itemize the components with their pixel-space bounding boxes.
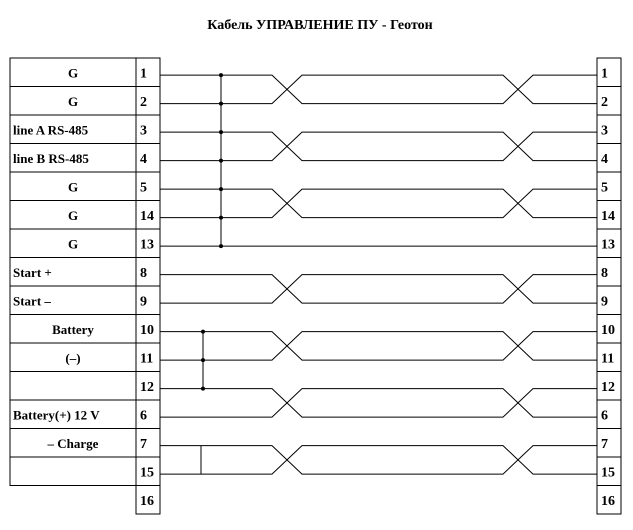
left-pin-number: 9 (140, 294, 147, 310)
left-pin-number: 2 (140, 94, 147, 110)
pin-label: Battery(+) 12 V (13, 407, 100, 423)
junction-dot (201, 358, 205, 362)
label-cell (10, 372, 136, 401)
wires (160, 73, 597, 474)
wire-pin-10 (160, 332, 597, 361)
pin-label: (–) (65, 350, 81, 366)
junction-dot (219, 187, 223, 191)
pin-label: – Charge (47, 435, 99, 451)
right-pin-number: 13 (601, 237, 615, 253)
right-pin-number: 10 (601, 322, 615, 338)
wire-pin-6 (160, 389, 597, 418)
right-pin-number: 9 (601, 294, 608, 310)
left-pin-number: 16 (140, 493, 154, 509)
right-pin-number: 6 (601, 408, 608, 424)
left-pin-number: 10 (140, 322, 154, 338)
diagram-title: Кабель УПРАВЛЕНИЕ ПУ - Геотон (207, 18, 433, 33)
left-pin-number: 5 (140, 180, 147, 196)
pin-label: line A RS-485 (13, 122, 89, 138)
junction-dot (219, 102, 223, 106)
pin-label: G (67, 65, 79, 81)
wire-pin-12 (160, 389, 597, 418)
right-pin-number: 8 (601, 265, 608, 281)
label-cell (10, 457, 136, 486)
right-pin-number: 15 (601, 465, 615, 481)
left-pin-number: 13 (140, 237, 154, 253)
pin-label: G (67, 93, 79, 109)
right-pin-number: 7 (601, 436, 608, 452)
wire-pin-15 (160, 446, 597, 475)
junction-dot (201, 387, 205, 391)
left-pin-number: 1 (140, 66, 147, 82)
right-pin-number: 2 (601, 94, 608, 110)
wire-pin-3 (160, 132, 597, 161)
wire-pin-11 (160, 332, 597, 361)
right-pin-number: 3 (601, 123, 608, 139)
junction-dot (219, 159, 223, 163)
right-pin-number: 14 (601, 208, 615, 224)
junction-dot (219, 130, 223, 134)
left-pin-number: 12 (140, 379, 154, 395)
pin-label: Battery (52, 321, 94, 337)
left-pin-number: 3 (140, 123, 147, 139)
left-pin-number: 11 (140, 351, 154, 367)
pin-label: Start + (13, 264, 52, 280)
wire-pin-9 (160, 275, 597, 304)
left-connector-table (10, 58, 160, 514)
right-connector-table (597, 58, 621, 514)
wire-pin-1 (160, 75, 597, 104)
left-pin-number: 15 (140, 465, 154, 481)
junction-dot (201, 330, 205, 334)
left-pin-number: 7 (140, 436, 147, 452)
right-pin-number: 11 (601, 351, 615, 367)
right-pin-number: 1 (601, 66, 608, 82)
left-pin-number: 6 (140, 408, 147, 424)
left-pin-number: 8 (140, 265, 147, 281)
left-pin-number: 14 (140, 208, 154, 224)
junction-dot (219, 244, 223, 248)
pin-label: line B RS-485 (13, 150, 89, 166)
right-pin-number: 5 (601, 180, 608, 196)
pin-label: G (67, 207, 79, 223)
junction-dot (219, 216, 223, 220)
wire-pin-8 (160, 275, 597, 304)
wire-pin-2 (160, 75, 597, 104)
junction-dot (219, 73, 223, 77)
wire-pin-7 (160, 446, 597, 475)
right-pin-number: 4 (601, 151, 608, 167)
pin-label: G (67, 236, 79, 252)
pin-label: G (67, 179, 79, 195)
right-pin-number: 16 (601, 493, 615, 509)
wire-pin-4 (160, 132, 597, 161)
wire-pin-14 (160, 189, 597, 218)
wire-pin-5 (160, 189, 597, 218)
right-pin-number: 12 (601, 379, 615, 395)
pin-label: Start – (13, 293, 51, 309)
left-pin-number: 4 (140, 151, 147, 167)
